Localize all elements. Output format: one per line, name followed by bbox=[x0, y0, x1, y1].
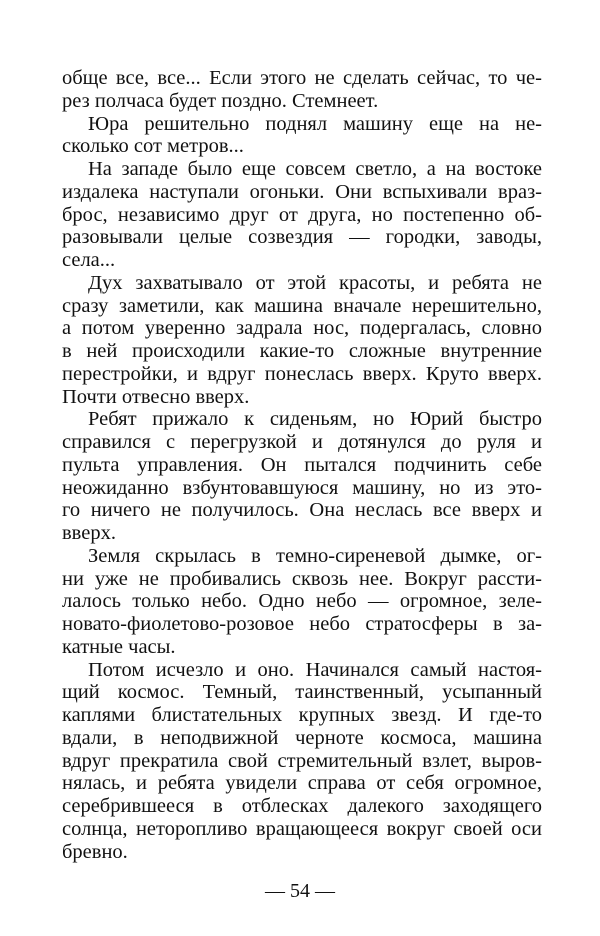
paragraph bbox=[62, 158, 542, 272]
paragraph bbox=[62, 67, 542, 113]
text-line: На западе было еще совсем светло, а на востоке bbox=[88, 158, 542, 180]
text-line: вдали, в неподвижной черноте космоса, машина bbox=[62, 726, 542, 749]
text-line: вдруг прекратила свой стремительный взлет, выров- bbox=[62, 749, 542, 772]
paragraph bbox=[62, 408, 542, 545]
page-number: — 54 — bbox=[265, 880, 335, 902]
text-line: щий космос. Темный, таинственный, усыпанный bbox=[62, 681, 542, 704]
text-line: в ней происходили какие-то сложные внутренние bbox=[62, 340, 542, 362]
text-line: го ничего не получилось. Она неслась все вверх и bbox=[62, 499, 542, 522]
text-line: новато-фиолетово-розовое небо стратосферы в за- bbox=[62, 613, 542, 635]
text-line: вверх. bbox=[62, 522, 116, 544]
text-line: ни уже не пробивались сквозь нее. Вокруг рассти- bbox=[62, 567, 542, 590]
text-line: неожиданно взбунтовавшуюся машину, но из это- bbox=[62, 476, 542, 499]
text-line: пульта управления. Он пытался подчинить себе bbox=[62, 453, 542, 476]
text-line: Земля скрылась в темно-сиреневой дымке, ог- bbox=[88, 544, 542, 567]
text-line: сразу заметили, как машина вначале нерешительно, bbox=[62, 294, 542, 317]
text-line: бревно. bbox=[62, 840, 128, 863]
text-line: села... bbox=[62, 249, 116, 271]
text-line: разовывали целые созвездия — городки, заводы, bbox=[62, 226, 542, 249]
text-line: издалека наступали огоньки. Они вспыхивали враз- bbox=[62, 180, 542, 203]
paragraph bbox=[62, 545, 542, 659]
text-line: нялась, и ребята увидели справа от себя огромное, bbox=[62, 772, 542, 795]
text-line: лалось только небо. Одно небо — огромное, зеле- bbox=[62, 590, 542, 613]
text-line: брос, независимо друг от друга, но постепенно об- bbox=[62, 203, 542, 226]
text-line: каплями блистательных крупных звезд. И где-то bbox=[62, 704, 542, 726]
text-line: катные часы. bbox=[62, 635, 176, 658]
text-line: обще все, все... Если этого не сделать сейчас, то че- bbox=[62, 67, 542, 89]
text-line: Почти отвесно вверх. bbox=[62, 385, 250, 408]
text-line: солнца, неторопливо вращающееся вокруг своей оси bbox=[62, 817, 542, 840]
text-line: перестройки, и вдруг понеслась вверх. Круто вверх. bbox=[62, 362, 542, 385]
text-line: Ребят прижало к сиденьям, но Юрий быстро bbox=[88, 408, 542, 431]
text-line: рез полчаса будет поздно. Стемнеет. bbox=[62, 89, 379, 112]
text-line: серебрившееся в отблесках далекого заходящего bbox=[62, 795, 542, 817]
paragraph bbox=[62, 659, 542, 864]
text-line: справился с перегрузкой и дотянулся до руля и bbox=[62, 431, 542, 453]
page-body-text bbox=[62, 67, 542, 863]
text-line: Потом исчезло и оно. Начинался самый настоя- bbox=[88, 658, 542, 681]
paragraph bbox=[62, 113, 542, 159]
text-line: сколько сот метров... bbox=[62, 135, 244, 158]
text-line: а потом уверенно задрала нос, подергалась, словно bbox=[62, 317, 542, 340]
text-line: Юра решительно поднял машину еще на не- bbox=[88, 112, 542, 135]
text-line: Дух захватывало от этой красоты, и ребята не bbox=[88, 271, 542, 294]
paragraph bbox=[62, 272, 542, 409]
